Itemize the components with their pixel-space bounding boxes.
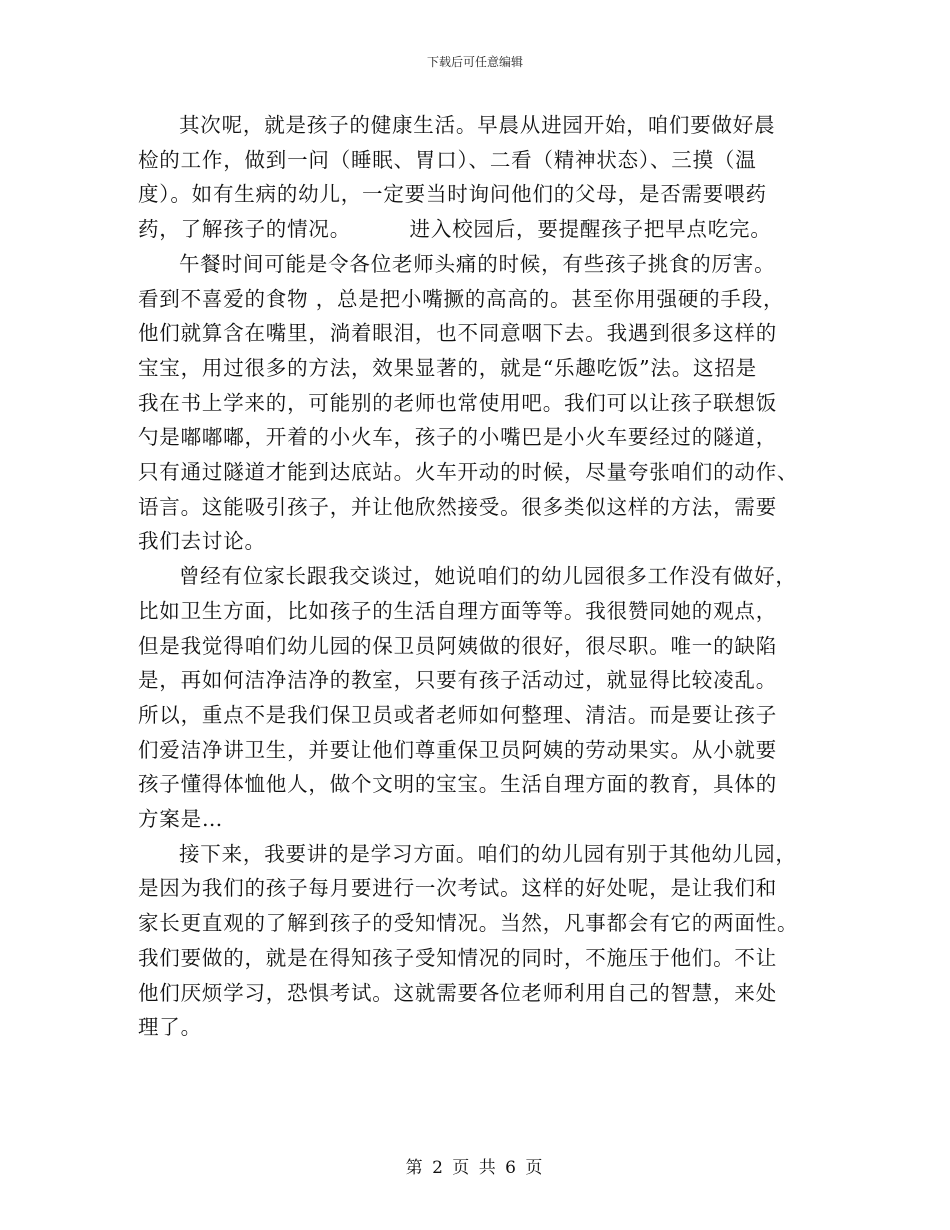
text-line: 比如卫生方面，比如孩子的生活自理方面等等。我很赞同她的观点， <box>138 598 777 623</box>
text-line: 只有通过隧道才能到达底站。火车开动的时候，尽量夸张咱们的动作、 <box>138 460 799 485</box>
text-line: 曾经有位家长跟我交谈过，她说咱们的幼儿园很多工作没有做好， <box>179 564 797 589</box>
text-line: 语言。这能吸引孩子，并让他欣然接受。很多类似这样的方法，需要 <box>138 494 777 519</box>
text-line: 是因为我们的孩子每月要进行一次考试。这样的好处呢，是让我们和 <box>138 876 777 901</box>
text-line: 是，再如何洁净洁净的教室，只要有孩子活动过，就显得比较凌乱。 <box>138 668 777 693</box>
text-line: 接下来，我要讲的是学习方面。咱们的幼儿园有别于其他幼儿园， <box>179 841 797 866</box>
paragraph-study <box>138 837 798 1045</box>
text-line: 午餐时间可能是令各位老师头痛的时候，有些孩子挑食的厉害。 <box>179 251 776 276</box>
text-line: 所以，重点不是我们保卫员或者老师如何整理、清洁。而是要让孩子 <box>138 702 777 727</box>
text-line: 他们厌烦学习，恐惧考试。这就需要各位老师利用自己的智慧，来处 <box>138 980 777 1005</box>
text-line: 家长更直观的了解到孩子的受知情况。当然，凡事都会有它的两面性。 <box>138 911 799 936</box>
text-line: 但是我觉得咱们幼儿园的保卫员阿姨做的很好，很尽职。唯一的缺陷 <box>138 633 777 658</box>
text-line: 药，了解孩子的情况。 进入校园后，要提醒孩子把早点吃完。 <box>138 217 772 242</box>
paragraph-health <box>138 108 798 247</box>
text-line: 我们要做的，就是在得知孩子受知情况的同时，不施压于他们。不让 <box>138 945 777 970</box>
page-footer: 第 2 页 共 6 页 <box>405 1158 545 1178</box>
text-line: 理了。 <box>138 1015 202 1040</box>
text-line: 他们就算含在嘴里，淌着眼泪，也不同意咽下去。我遇到很多这样的 <box>138 321 777 346</box>
text-line: 看到不喜爱的食物 ，总是把小嘴撅的高高的。甚至你用强硬的手段， <box>138 286 785 311</box>
text-line: 宝宝，用过很多的方法，效果显著的，就是“乐趣吃饭”法。这招是 <box>138 355 757 380</box>
page-header: 下载后可任意编辑 <box>426 55 523 69</box>
text-line: 们爱洁净讲卫生，并要让他们尊重保卫员阿姨的劳动果实。从小就要 <box>138 737 777 762</box>
document-body <box>138 108 798 1045</box>
paragraph-hygiene <box>138 559 798 837</box>
text-line: 勺是嘟嘟嘟，开着的小火车，孩子的小嘴巴是小火车要经过的隧道， <box>138 425 777 450</box>
text-line: 我们去讨论。 <box>138 529 266 554</box>
paragraph-lunch <box>138 247 798 559</box>
text-line: 孩子懂得体恤他人，做个文明的宝宝。生活自理方面的教育，具体的 <box>138 772 777 797</box>
text-line: 其次呢，就是孩子的健康生活。早晨从进园开始，咱们要做好晨 <box>179 113 776 137</box>
text-line: 方案是… <box>138 807 224 832</box>
text-line: 检的工作，做到一问（睡眠、胃口）、二看（精神状态）、三摸（温 <box>138 147 757 172</box>
text-line: 度）。如有生病的幼儿，一定要当时询问他们的父母，是否需要喂药 <box>138 182 767 207</box>
text-line: 我在书上学来的，可能别的老师也常使用吧。我们可以让孩子联想饭 <box>138 390 777 415</box>
